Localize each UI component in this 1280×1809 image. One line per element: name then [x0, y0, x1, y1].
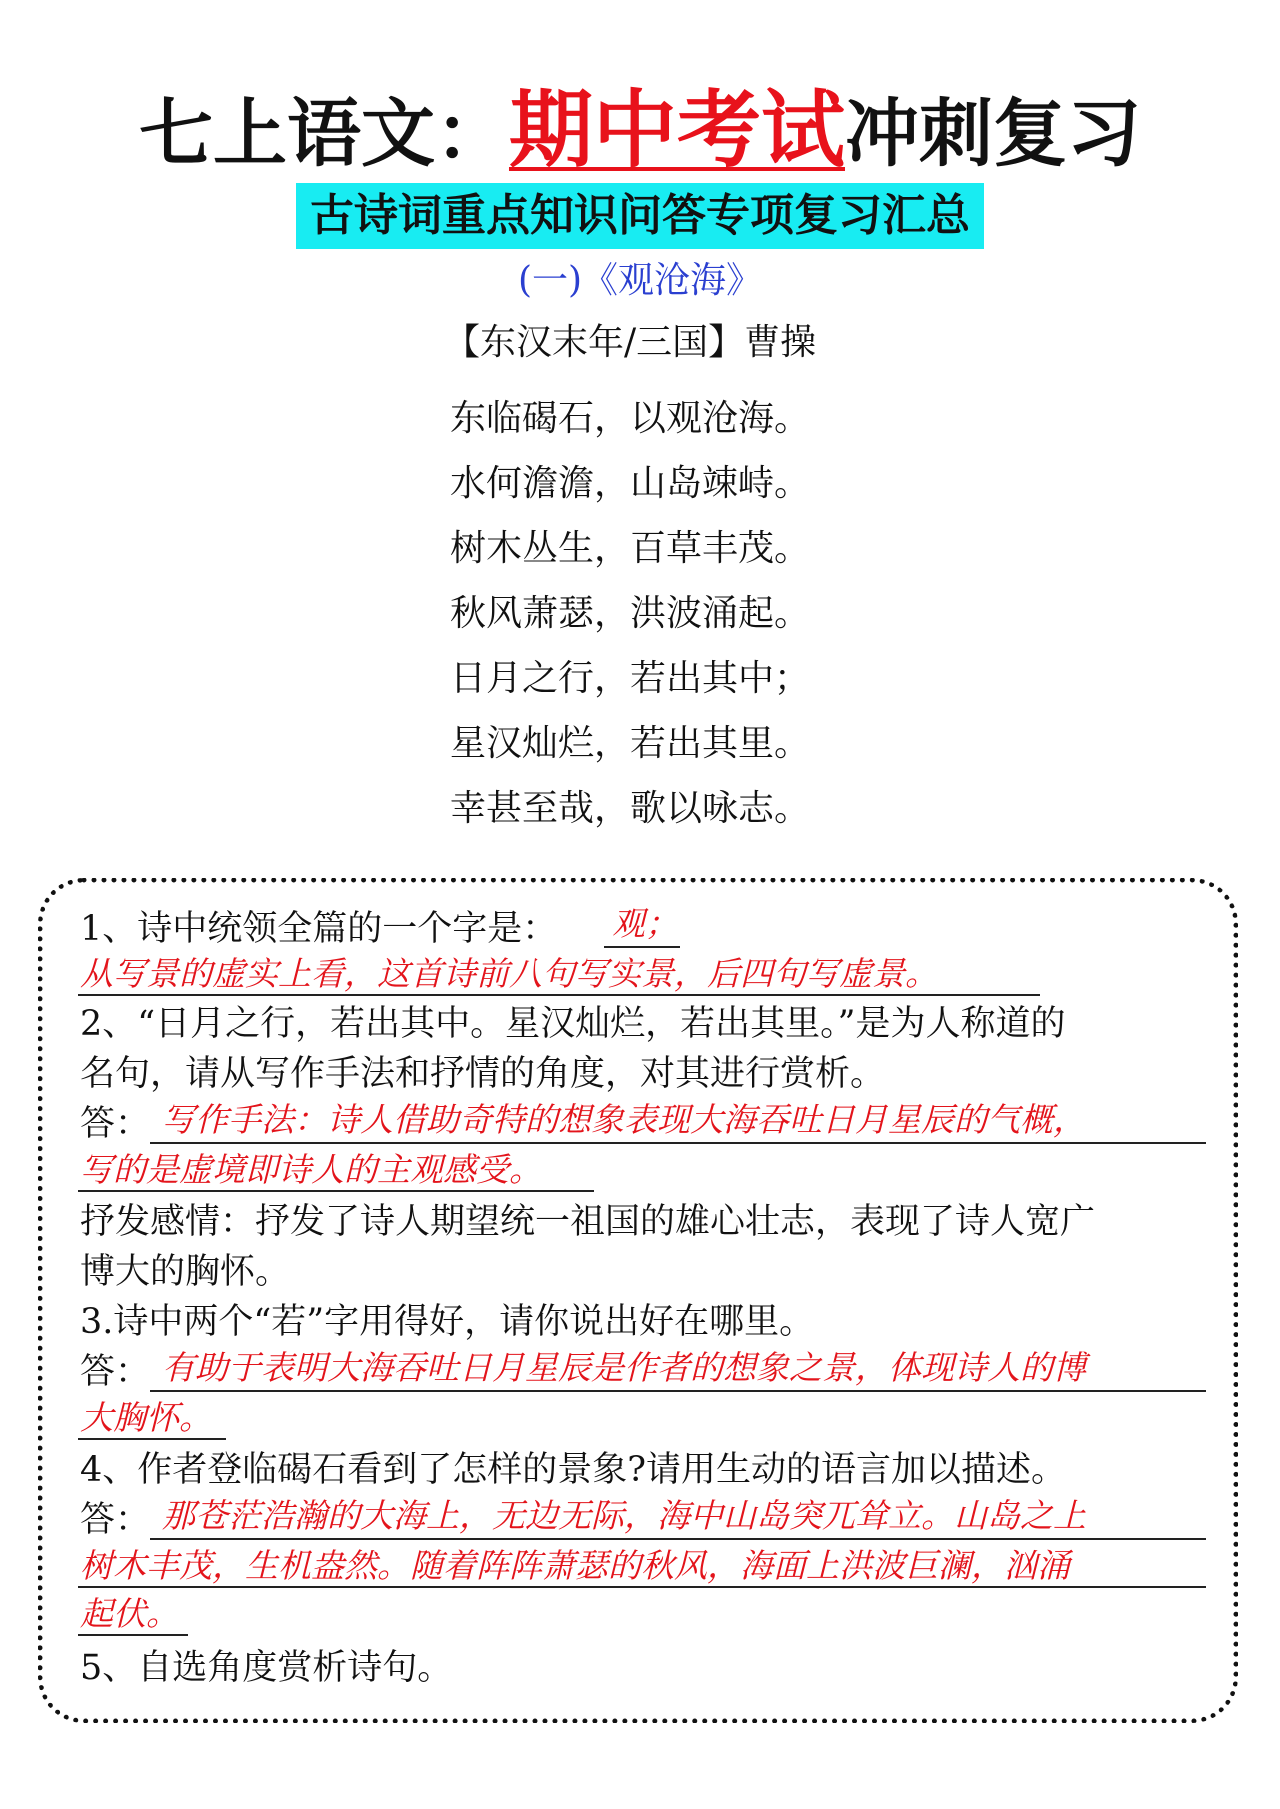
poem-line: 幸甚至哉，歌以咏志。	[450, 788, 811, 829]
page-title	[0, 80, 1280, 184]
emotion-line-2: 博大的胸怀。	[80, 1252, 291, 1292]
answer-4-line-3: 起伏。	[80, 1594, 179, 1633]
title-highlight: 期中考试	[508, 81, 845, 179]
answer-underline	[78, 1586, 1206, 1588]
question-2-line-2: 名句，请从写作手法和抒情的角度，对其进行赏析。	[80, 1054, 886, 1094]
answer-2-line-1: 写作手法：诗人借助奇特的想象表现大海吞吐日月星辰的气概，	[162, 1100, 1086, 1139]
emotion-line-1: 抒发感情：抒发了诗人期望统一祖国的雄心壮志，表现了诗人宽广	[80, 1202, 1096, 1242]
poem-body	[450, 386, 810, 841]
poem-line: 秋风萧瑟，洪波涌起。	[450, 593, 811, 634]
answer-underline	[150, 1390, 1206, 1392]
title-suffix: 冲刺复习	[845, 91, 1141, 177]
answer-underline	[78, 994, 1040, 996]
answer-label: 答：	[80, 1500, 151, 1540]
question-5: 5、自选角度赏析诗句。	[80, 1648, 453, 1688]
answer-label: 答：	[80, 1104, 151, 1144]
poem-line: 星汉灿烂，若出其里。	[450, 723, 811, 764]
answer-underline	[78, 1634, 188, 1636]
question-2-line-1: 2、“日月之行，若出其中。星汉灿烂，若出其里。”是为人称道的	[80, 1004, 1066, 1044]
question-3: 3.诗中两个“若”字用得好，请你说出好在哪里。	[80, 1302, 815, 1342]
answer-1-note: 从写景的虚实上看，这首诗前八句写实景，后四句写虚景。	[80, 954, 938, 993]
answer-underline	[150, 1142, 1206, 1144]
answer-1: 观；	[612, 904, 678, 943]
answer-3-line-2: 大胸怀。	[80, 1398, 212, 1437]
answer-4-line-1: 那苍茫浩瀚的大海上，无边无际，海中山岛突兀耸立。山岛之上	[162, 1496, 1086, 1535]
answer-4-line-2: 树木丰茂，生机盎然。随着阵阵萧瑟的秋风，海面上洪波巨澜，汹涌	[80, 1546, 1070, 1585]
poem-line: 日月之行，若出其中；	[450, 658, 811, 699]
question-1: 1、诗中统领全篇的一个字是：	[80, 909, 558, 949]
poem-title: (一)《观沧海》	[517, 260, 763, 301]
answer-underline	[78, 1438, 226, 1440]
subtitle: 古诗词重点知识问答专项复习汇总	[296, 183, 984, 249]
poem-line: 水何澹澹，山岛竦峙。	[450, 463, 811, 504]
poem-line: 东临碣石，以观沧海。	[450, 398, 811, 439]
answer-2-line-2: 写的是虚境即诗人的主观感受。	[80, 1150, 542, 1189]
title-prefix: 七上语文：	[138, 91, 509, 177]
answer-underline	[78, 1190, 594, 1192]
answer-underline	[604, 946, 680, 948]
answer-underline	[150, 1538, 1206, 1540]
poem-line: 树木丛生，百草丰茂。	[450, 528, 811, 569]
subtitle-banner	[0, 183, 1280, 249]
poem-author: 【东汉末年/三国】曹操	[444, 322, 817, 363]
question-4: 4、作者登临碣石看到了怎样的景象?请用生动的语言加以描述。	[80, 1450, 1067, 1490]
answer-3-line-1: 有助于表明大海吞吐日月星辰是作者的想象之景，体现诗人的博	[162, 1348, 1086, 1387]
answer-label: 答：	[80, 1352, 151, 1392]
